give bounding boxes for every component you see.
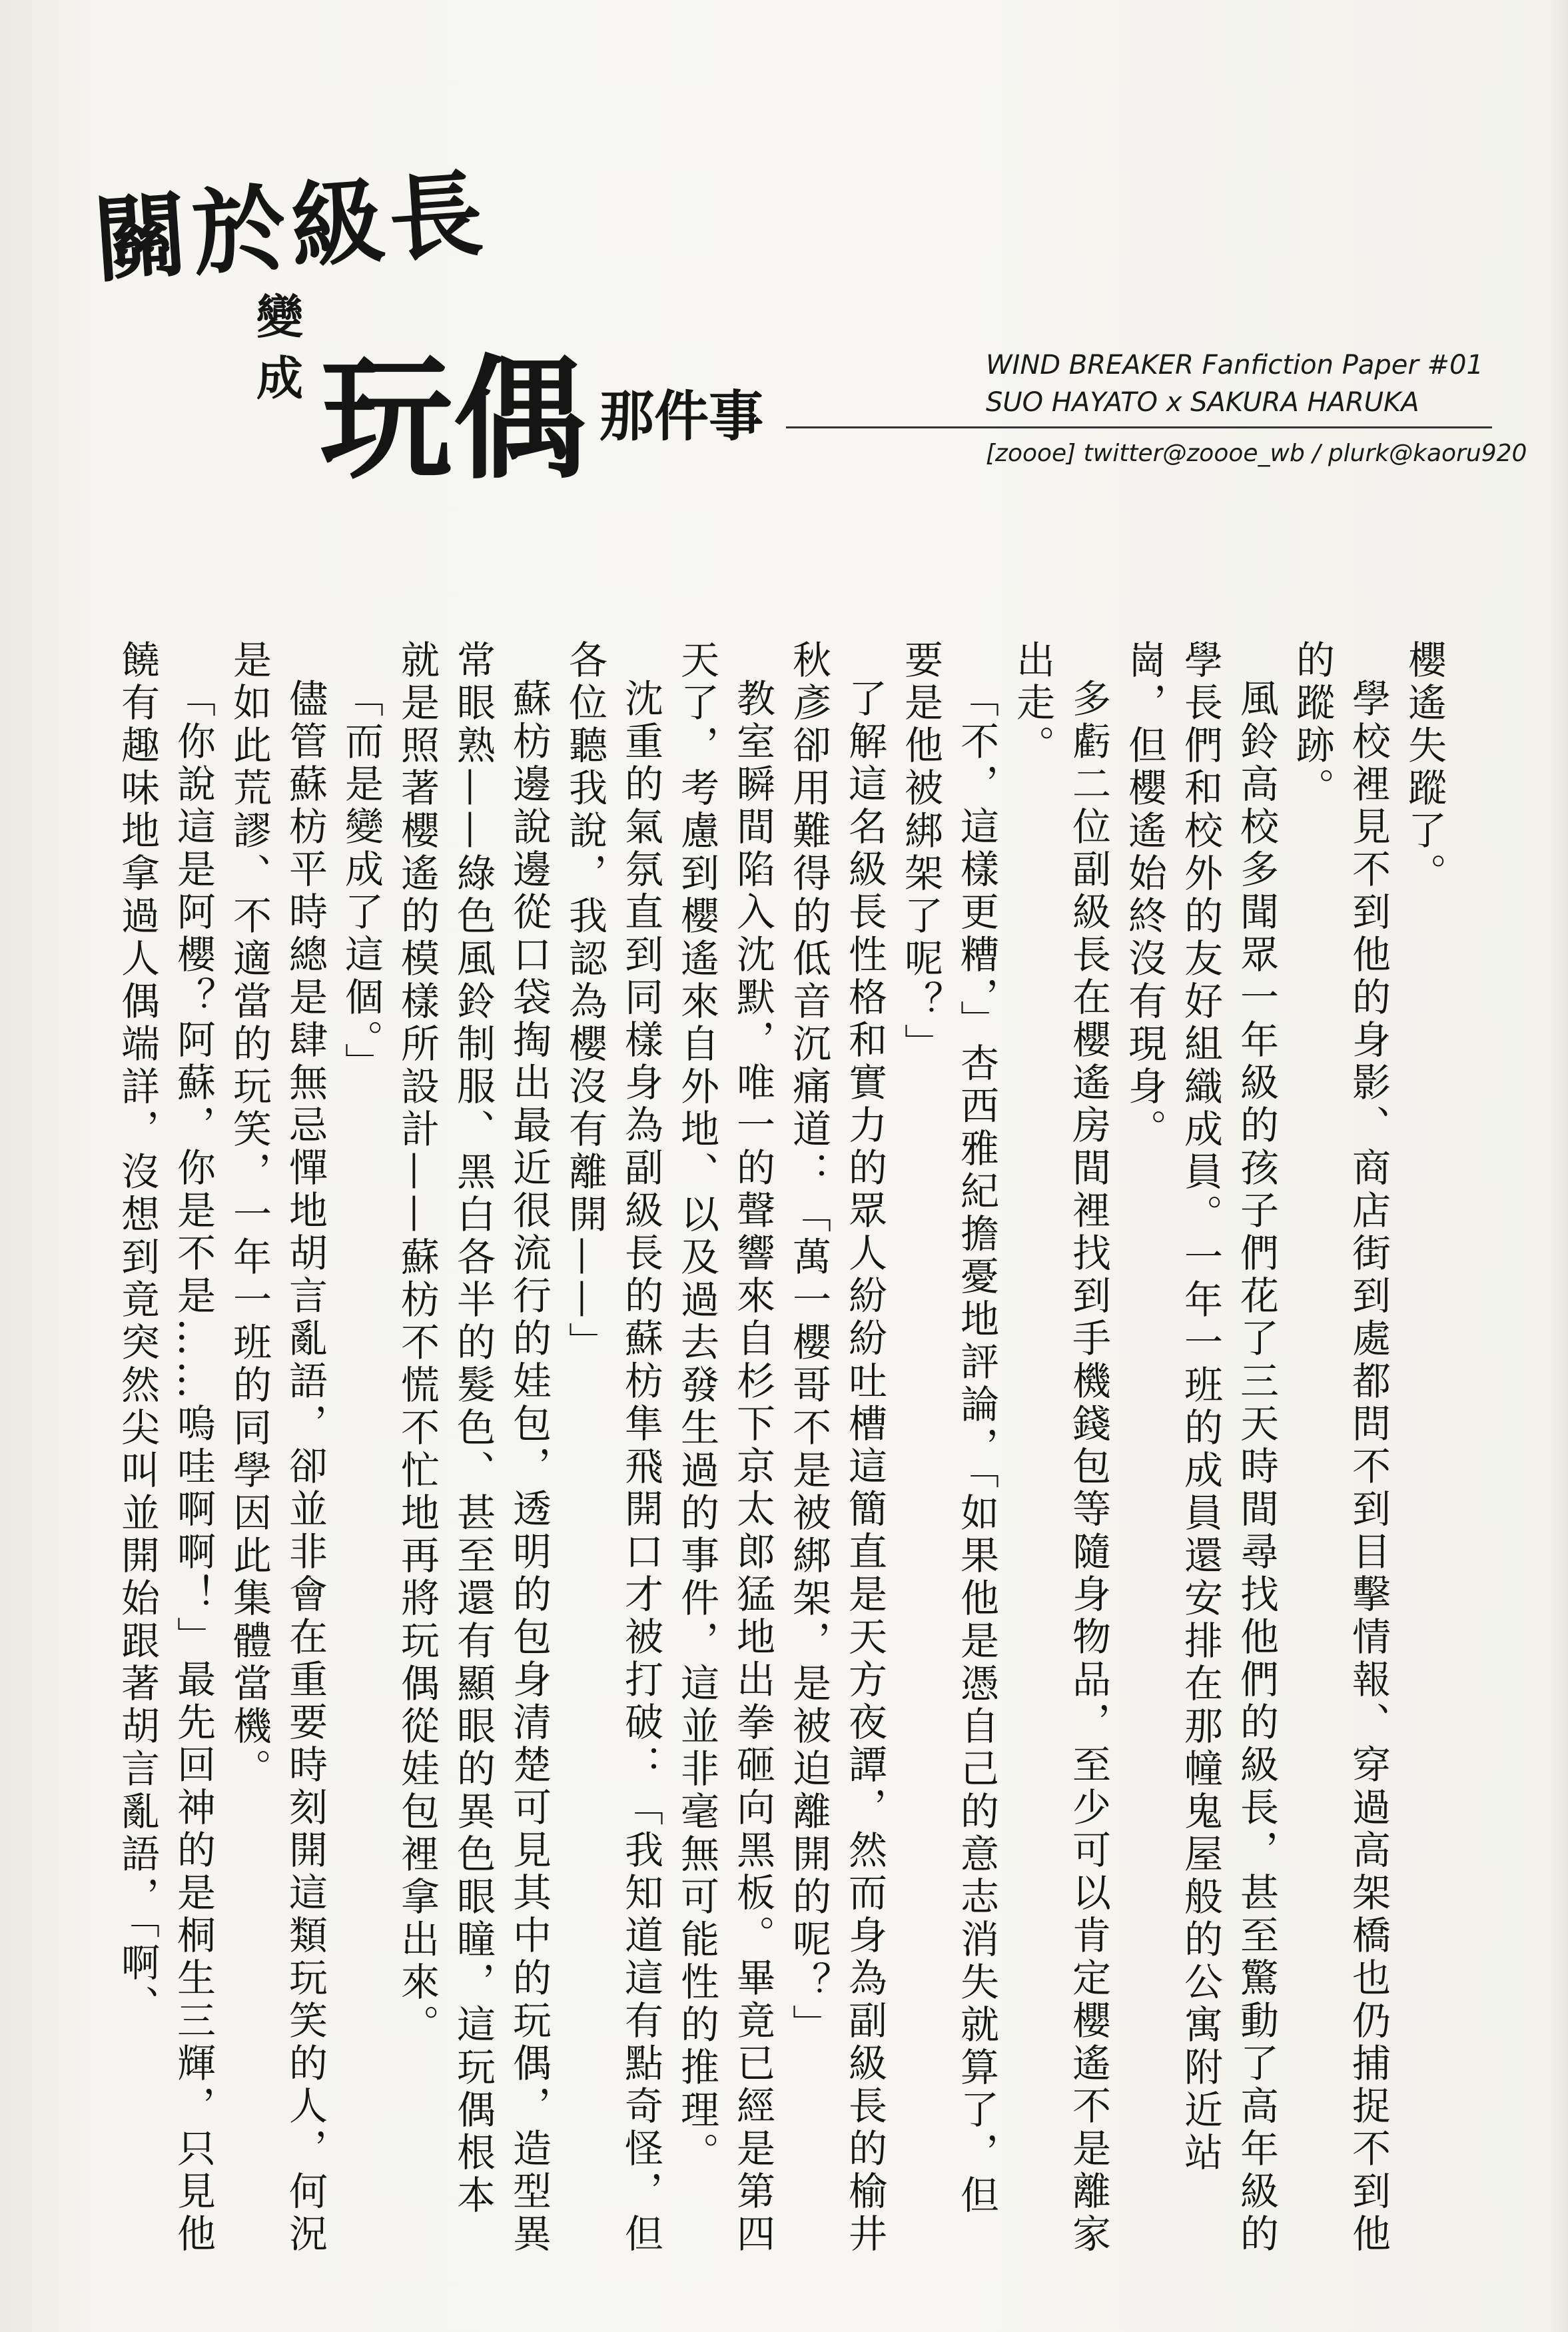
paragraph: 沈重的氣氛直到同樣身為副級長的蘇枋隼飛開口才被打破：「我知道這有點奇怪，但各位聽我說，我認為櫻沒有離開——」: [562, 640, 663, 2256]
credits-block: [986, 346, 1527, 472]
paragraph: 多虧二位副級長在櫻遙房間裡找到手機錢包等隨身物品，至少可以肯定櫻遙不是離家出走。: [1010, 640, 1111, 2256]
title-line-1: 關於級長: [90, 160, 492, 296]
title-block: [90, 153, 826, 500]
paragraph: 教室瞬間陷入沈默，唯一的聲響來自杉下京太郎猛地出拳砸向黑板。畢竟已經是第四天了，考慮到櫻遙來自外地、以及過去發生過的事件，這並非毫無可能性的推理。: [674, 640, 775, 2256]
series-line: WIND BREAKER Fanfiction Paper #01: [986, 350, 1483, 380]
title-small-text: 那件事: [599, 385, 764, 448]
paragraph: 風鈴高校多聞眾一年級的孩子們花了三天時間尋找他們的級長，甚至驚動了高年級的學長們和校外的友好組織成員。一年一班的成員還安排在那幢鬼屋般的公寓附近站崗，但櫻遙始終沒有現身。: [1122, 640, 1279, 2256]
paragraph: 了解這名級長性格和實力的眾人紛紛吐槽這簡直是天方夜譚，然而身為副級長的榆井秋彥卻用難得的低音沉痛道：「萬一櫻哥不是被綁架，是被迫離開的呢？」: [786, 640, 887, 2256]
story-body: [107, 640, 1452, 2259]
title-big-text: 玩偶: [320, 342, 587, 498]
paragraph: 蘇枋邊說邊從口袋掏出最近很流行的娃包，透明的包身清楚可見其中的玩偶，造型異常眼熟——綠色風鈴制服、黑白各半的髮色、甚至還有顯眼的異色眼瞳，這玩偶根本就是照著櫻遙的模樣所設計——蘇枋不慌不忙地再將玩偶從娃包裡拿出來。: [394, 640, 552, 2256]
paragraph: 「而是變成了這個。」: [338, 678, 384, 1085]
paragraph: 櫻遙失蹤了。: [1401, 640, 1447, 895]
paragraph: 「不，這樣更糟，」杏西雅紀擔憂地評論，「如果他是憑自己的意志消失就算了，但要是他被綁架了呢？」: [898, 640, 999, 2217]
paragraph: 「你說這是阿櫻？阿蘇，你是不是……嗚哇啊啊！」最先回神的是桐生三輝，只見他饒有趣味地拿過人偶端詳，沒想到竟突然尖叫並開始跟著胡言亂語，「啊、: [115, 640, 216, 2256]
title-underline: [786, 426, 1492, 428]
paragraph: 學校裡見不到他的身影、商店街到處都問不到目擊情報、穿過高架橋也仍捕捉不到他的蹤跡。: [1290, 640, 1391, 2256]
paragraph: 儘管蘇枋平時總是肆無忌憚地胡言亂語，卻並非會在重要時刻開這類玩笑的人，何況是如此荒謬、不適當的玩笑，一年一班的同學因此集體當機。: [226, 640, 328, 2256]
title-stacked-text: 變成: [256, 290, 303, 406]
page-edge-shadow: [1548, 0, 1568, 2332]
pairing-line: SUO HAYATO x SAKURA HARUKA: [986, 387, 1419, 418]
author-line: [zoooe] twitter@zoooe_wb / plurk@kaoru920: [986, 440, 1527, 467]
